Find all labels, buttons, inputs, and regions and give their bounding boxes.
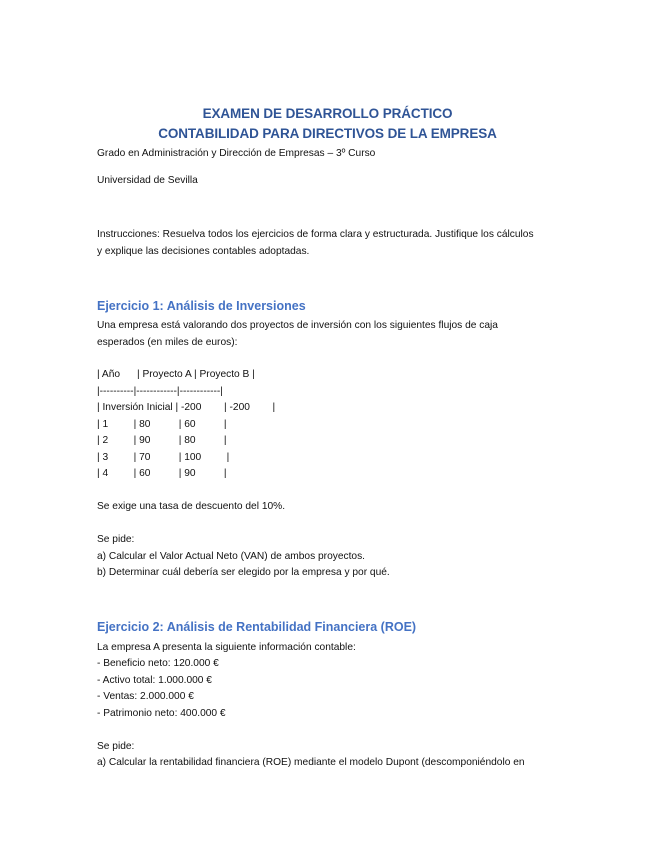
exercise-1-question-b: b) Determinar cuál debería ser elegido por la empresa y por qué. — [97, 567, 390, 578]
table-row: | 2 | 90 | 80 | — [97, 435, 227, 446]
list-item: - Activo total: 1.000.000 € — [97, 675, 212, 686]
exercise-1-ask: Se pide: — [97, 534, 135, 545]
table-row: | 4 | 60 | 90 | — [97, 468, 227, 479]
exam-title: EXAMEN DE DESARROLLO PRÁCTICO — [202, 106, 453, 121]
table-row: | Año | Proyecto A | Proyecto B | — [97, 369, 255, 380]
exercise-1-intro-1: Una empresa está valorando dos proyectos de inversión con los siguientes flujos de caja — [97, 320, 498, 331]
exercise-2-heading: Ejercicio 2: Análisis de Rentabilidad Financiera (ROE) — [97, 620, 417, 634]
exercise-1-heading: Ejercicio 1: Análisis de Inversiones — [97, 299, 306, 313]
course-title: CONTABILIDAD PARA DIRECTIVOS DE LA EMPRESA — [158, 126, 497, 141]
instructions-line-1: Instrucciones: Resuelva todos los ejercicios de forma clara y estructurada. Justifique los cálculos — [97, 229, 534, 240]
university-line: Universidad de Sevilla — [97, 175, 198, 186]
exercise-2-ask: Se pide: — [97, 741, 135, 752]
table-row: |----------|------------|------------| — [97, 386, 223, 397]
table-row: | Inversión Inicial | -200 | -200 | — [97, 402, 276, 413]
degree-line: Grado en Administración y Dirección de Empresas – 3º Curso — [97, 148, 376, 159]
exercise-2-intro: La empresa A presenta la siguiente información contable: — [97, 642, 356, 653]
table-row: | 3 | 70 | 100 | — [97, 452, 230, 463]
table-row: | 1 | 80 | 60 | — [97, 419, 227, 430]
list-item: - Ventas: 2.000.000 € — [97, 691, 194, 702]
list-item: - Beneficio neto: 120.000 € — [97, 658, 219, 669]
discount-rate-line: Se exige una tasa de descuento del 10%. — [97, 501, 286, 512]
exercise-2-question-a: a) Calcular la rentabilidad financiera (ROE) mediante el modelo Dupont (descomponiéndolo en — [97, 757, 525, 768]
list-item: - Patrimonio neto: 400.000 € — [97, 708, 226, 719]
exercise-1-question-a: a) Calcular el Valor Actual Neto (VAN) de ambos proyectos. — [97, 551, 366, 562]
instructions-line-2: y explique las decisiones contables adoptadas. — [97, 246, 310, 257]
exercise-1-intro-2: esperados (en miles de euros): — [97, 337, 238, 348]
